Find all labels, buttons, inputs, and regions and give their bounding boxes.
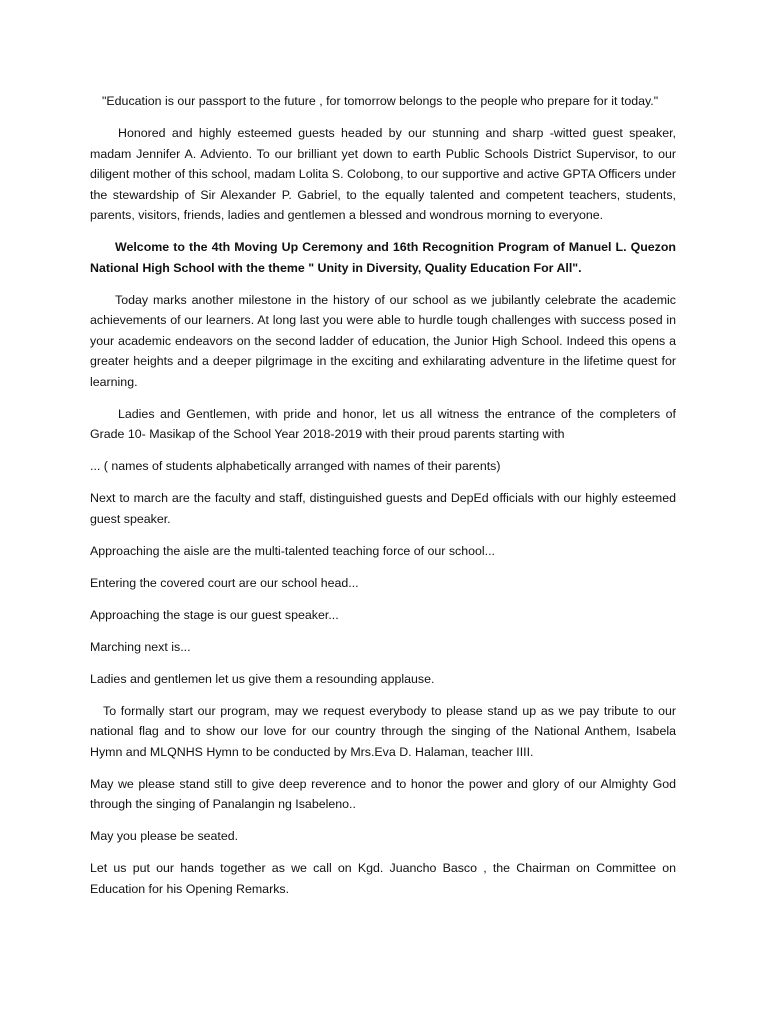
greeting-paragraph: Honored and highly esteemed guests headed by our stunning and sharp -witted guest speaker, madam Jennifer A. Adviento. To our brilliant yet down to earth Public Schools District Supervisor, to our diligent mother of this school, madam Lolita S. Colobong, to our supportive and active GPTA Officers under the stewardship of Sir Alexander P. Gabriel, to the equally talented and competent teachers, students, parents, visitors, friends, ladies and gentlemen a blessed and wondrous morning to everyone.	[90, 126, 676, 222]
applause-paragraph: Ladies and gentlemen let us give them a resounding applause.	[90, 671, 435, 686]
school-head-paragraph: Entering the covered court are our school head...	[90, 575, 359, 590]
marching-next-paragraph: Marching next is...	[90, 639, 191, 654]
opening-quote: "Education is our passport to the future , for tomorrow belongs to the people who prepare for it today."	[102, 94, 659, 108]
welcome-paragraph: Welcome to the 4th Moving Up Ceremony and 16th Recognition Program of Manuel L. Quezon National High School with the theme " Unity in Diversity, Quality Education For All".	[90, 240, 676, 275]
milestone-paragraph: Today marks another milestone in the history of our school as we jubilantly celebrate the academic achievements of our learners. At long last you were able to hurdle tough challenges with success posed in your academic endeavors on the second ladder of education, the Junior High School. Indeed this opens a greater heights and a deeper pilgrimage in the exciting and exhilarating adventure in the lifetime quest for learning.	[90, 292, 676, 389]
program-start-paragraph: To formally start our program, may we request everybody to please stand up as we pay tribute to our national flag and to show our love for our country through the singing of the National Anthem, Isabela Hymn and MLQNHS Hymn to be conducted by Mrs.Eva D. Halaman, teacher IIII.	[90, 703, 676, 759]
be-seated-paragraph: May you please be seated.	[90, 829, 239, 843]
opening-remarks-paragraph: Let us put our hands together as we call on Kgd. Juancho Basco , the Chairman on Committee on Education for his Opening Remarks.	[90, 861, 676, 896]
entrance-paragraph: Ladies and Gentlemen, with pride and honor, let us all witness the entrance of the completers of Grade 10- Masikap of the School Year 2018-2019 with their proud parents starting with	[90, 406, 676, 441]
document-body	[90, 91, 676, 911]
faculty-march-paragraph: Next to march are the faculty and staff, distinguished guests and DepEd officials with our highly esteemed guest speaker.	[90, 491, 676, 526]
names-note-paragraph: ... ( names of students alphabetically arranged with names of their parents)	[90, 459, 501, 473]
guest-speaker-paragraph: Approaching the stage is our guest speaker...	[90, 607, 339, 622]
prayer-paragraph: May we please stand still to give deep reverence and to honor the power and glory of our Almighty God through the singing of Panalangin ng Isabeleno..	[90, 776, 676, 811]
teaching-force-paragraph: Approaching the aisle are the multi-talented teaching force of our school...	[90, 543, 496, 558]
